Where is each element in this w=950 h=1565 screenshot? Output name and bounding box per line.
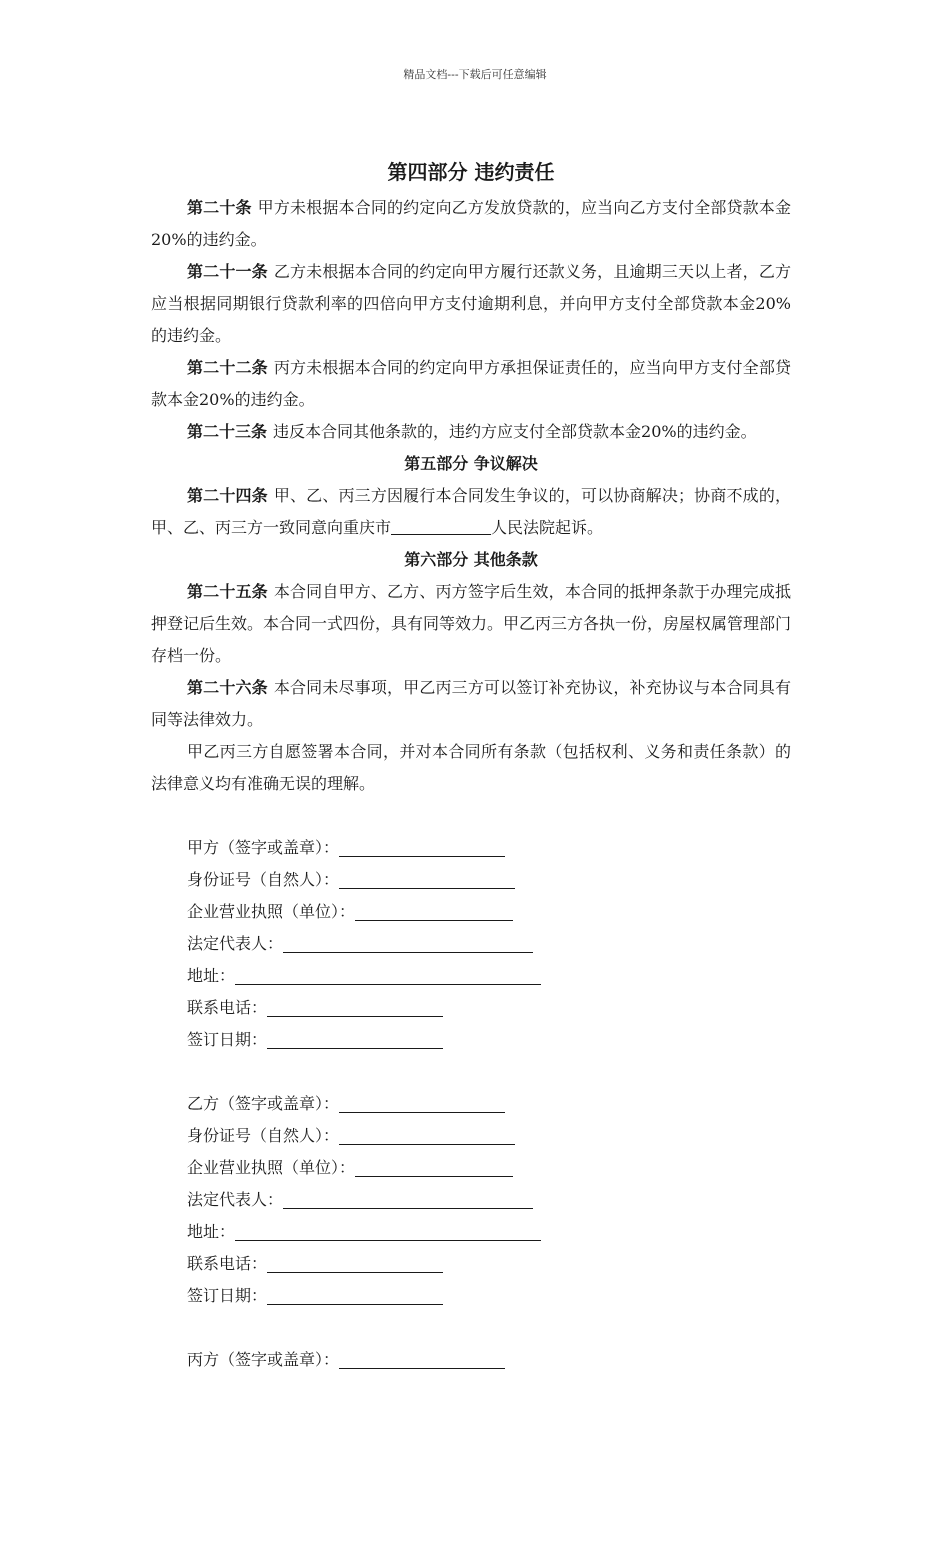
party-b-date-row: [187, 1280, 791, 1312]
party-a-id-line[interactable]: [339, 868, 515, 889]
party-b-rep-line[interactable]: [283, 1188, 533, 1209]
party-b-id-row: [187, 1120, 791, 1152]
party-a-date-row: [187, 1024, 791, 1056]
article-text: 甲方未根据本合同的约定向乙方发放贷款的，应当向乙方支付全部贷款本金20%的违约金。: [151, 198, 791, 249]
section-4-title: 第四部分 违约责任: [387, 160, 555, 184]
article-number: 第二十条: [187, 198, 252, 217]
party-b-signature-block: [187, 1088, 791, 1312]
article-text: 违反本合同其他条款的，违约方应支付全部贷款本金20%的违约金。: [273, 422, 757, 441]
article-number: 第二十五条: [187, 582, 268, 601]
article-number: 第二十一条: [187, 262, 268, 281]
party-b-address-line[interactable]: [235, 1220, 541, 1241]
party-b-phone-line[interactable]: [267, 1252, 443, 1273]
party-a-address-line[interactable]: [235, 964, 541, 985]
article-number: 第二十四条: [187, 486, 268, 505]
field-label: 联系电话：: [187, 1254, 268, 1273]
field-label: 丙方（签字或盖章）：: [187, 1350, 340, 1369]
party-c-signature-block: [187, 1344, 791, 1376]
party-b-phone-row: [187, 1248, 791, 1280]
field-label: 联系电话：: [187, 998, 268, 1017]
section-5-title: 第五部分 争议解决: [404, 454, 538, 473]
party-c-sign-line[interactable]: [339, 1348, 505, 1369]
article-text: 丙方未根据本合同的约定向甲方承担保证责任的，应当向甲方支付全部贷款本金20%的违约金。: [151, 358, 791, 409]
court-name-blank[interactable]: [391, 516, 491, 535]
article-21: [151, 256, 791, 352]
article-number: 第二十六条: [187, 678, 268, 697]
field-label: 签订日期：: [187, 1030, 268, 1049]
party-a-date-line[interactable]: [267, 1028, 443, 1049]
field-label: 法定代表人：: [187, 1190, 284, 1209]
spacer: [151, 1056, 791, 1088]
party-b-license-row: [187, 1152, 791, 1184]
field-label: 地址：: [187, 966, 236, 985]
field-label: 身份证号（自然人）：: [187, 870, 340, 889]
party-a-license-line[interactable]: [355, 900, 513, 921]
party-b-sign-row: [187, 1088, 791, 1120]
party-a-license-row: [187, 896, 791, 928]
party-a-address-row: [187, 960, 791, 992]
party-b-sign-line[interactable]: [339, 1092, 505, 1113]
section-6-title: 第六部分 其他条款: [404, 550, 538, 569]
field-label: 签订日期：: [187, 1286, 268, 1305]
field-label: 法定代表人：: [187, 934, 284, 953]
field-label: 地址：: [187, 1222, 236, 1241]
article-20: [151, 192, 791, 256]
article-number: 第二十三条: [187, 422, 268, 441]
party-a-phone-line[interactable]: [267, 996, 443, 1017]
party-a-phone-row: [187, 992, 791, 1024]
party-a-sign-row: [187, 832, 791, 864]
party-b-date-line[interactable]: [267, 1284, 443, 1305]
article-24: [151, 480, 791, 544]
field-label: 身份证号（自然人）：: [187, 1126, 340, 1145]
party-b-id-line[interactable]: [339, 1124, 515, 1145]
article-23: [151, 416, 791, 448]
field-label: 企业营业执照（单位）：: [187, 902, 356, 921]
party-b-rep-row: [187, 1184, 791, 1216]
field-label: 企业营业执照（单位）：: [187, 1158, 356, 1177]
article-26: [151, 672, 791, 736]
field-label: 乙方（签字或盖章）：: [187, 1094, 340, 1113]
party-a-id-row: [187, 864, 791, 896]
article-22: [151, 352, 791, 416]
party-a-rep-row: [187, 928, 791, 960]
party-b-address-row: [187, 1216, 791, 1248]
closing-statement: 甲乙丙三方自愿签署本合同，并对本合同所有条款（包括权利、义务和责任条款）的法律意义均有准确无误的理解。: [151, 742, 791, 793]
article-number: 第二十二条: [187, 358, 268, 377]
article-text: 本合同未尽事项，甲乙丙三方可以签订补充协议，补充协议与本合同具有同等法律效力。: [151, 678, 791, 729]
party-b-license-line[interactable]: [355, 1156, 513, 1177]
party-a-signature-block: [187, 832, 791, 1056]
header-note: 精品文档---下载后可任意编辑: [403, 68, 547, 81]
party-c-sign-row: [187, 1344, 791, 1376]
article-25: [151, 576, 791, 672]
article-text: 甲、乙、丙三方因履行本合同发生争议的，可以协商解决；协商不成的，甲、乙、丙三方一致同意向重庆市: [151, 486, 791, 537]
spacer: [151, 1312, 791, 1344]
spacer: [151, 800, 791, 832]
article-text: 人民法院起诉。: [491, 518, 604, 537]
party-a-rep-line[interactable]: [283, 932, 533, 953]
article-text: 乙方未根据本合同的约定向甲方履行还款义务，且逾期三天以上者，乙方应当根据同期银行贷款利率的四倍向甲方支付逾期利息，并向甲方支付全部贷款本金20%的违约金。: [151, 262, 791, 345]
field-label: 甲方（签字或盖章）：: [187, 838, 340, 857]
party-a-sign-line[interactable]: [339, 836, 505, 857]
document-content: [151, 154, 791, 1376]
article-text: 本合同自甲方、乙方、丙方签字后生效，本合同的抵押条款于办理完成抵押登记后生效。本合同一式四份，具有同等效力。甲乙丙三方各执一份，房屋权属管理部门存档一份。: [151, 582, 792, 665]
